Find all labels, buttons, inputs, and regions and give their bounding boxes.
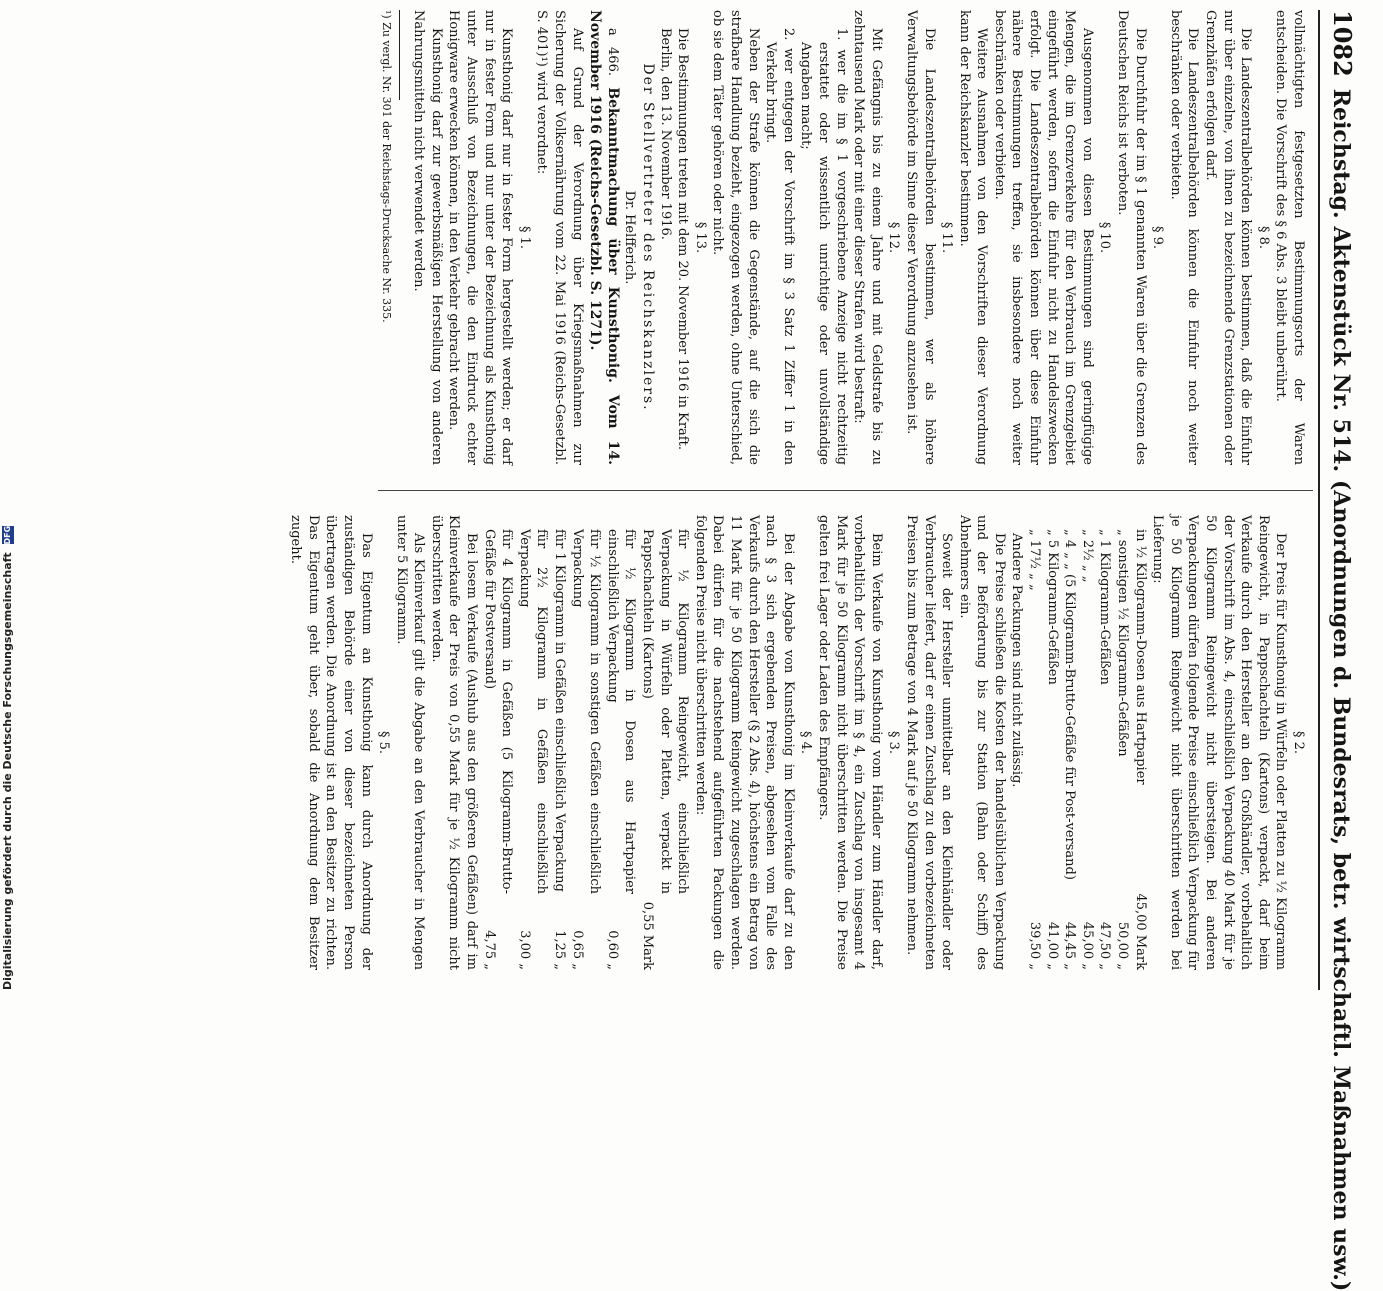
announcement-section-4-paragraph-2: Bei losem Verkaufe (Aushub aus den größeren Gefäßen) darf im Kleinverkaufe der Preis von 0,55 Mark für je ½ Kilogramm nicht überschritten werden. (428, 515, 480, 970)
credit-text: Digitalisierung gefördert durch die Deutsche Forschungsgemeinschaft (1, 552, 14, 990)
section-12-paragraph-1: Mit Gefängnis bis zu einem Jahre und mit Geldstrafe bis zu zehntausend Mark oder mit einer dieser Strafen wird bestraft: (851, 10, 884, 465)
page-title: Reichstag. Aktenstück Nr. 514. (Anordnungen d. Bundesrats, betr. wirtschaftl. Maßnahmen usw.) (1328, 88, 1354, 1291)
announcement-label: a 466. (604, 28, 620, 76)
price-value: 44,45 „ (1062, 921, 1078, 970)
price-item: für 4 Kilogramm in Gefäßen (5 Kilogramm-Brutto-Gefäße für Postversand) (481, 529, 515, 894)
price-value: 0,60 „ (604, 930, 620, 970)
header-divider (1318, 10, 1320, 990)
section-13-paragraph: Die Bestimmungen treten mit dem 20. November 1916 in Kraft. (675, 28, 691, 450)
rotated-page-content (77, 10, 1357, 1291)
announcement-title: Bekanntmachung über Kunsthonig. Vom 14. November 1916 (Reichs-Gesetzbl. S. 1271). (587, 10, 621, 465)
footnote: ¹) Zu vergl. Nr. 301 der Reichstags-Drucksache Nr. 335. (379, 10, 393, 323)
price-item: für ½ Kilogramm Reingewicht, einschließlich Verpackung in Würfeln oder Platten, verpackt in Pappschachteln (Kartons) (640, 529, 691, 894)
list-item: 1. wer die im § 1 vorgeschriebene Anzeige nicht rechtzeitig erstattet oder wissentlich unrichtige oder unvollständige Angaben macht; (798, 28, 849, 465)
footnote-divider (399, 10, 400, 100)
section-8-paragraph-1: Die Landeszentralbehörden können bestimmen, daß die Einfuhr nur über einzelne, von ihnen zu bezeichnende Grenzstationen oder Grenzhäfen erfolgen darf. (1203, 10, 1254, 465)
price-row (1043, 515, 1061, 970)
price-row (1096, 515, 1114, 970)
column-divider (378, 490, 1313, 491)
price-row (1061, 515, 1079, 970)
page-number: 1082 (1328, 10, 1357, 77)
price-row (568, 515, 603, 970)
price-table-wholesale (1026, 515, 1149, 970)
announcement-section-2-paragraph-1: Der Preis für Kunsthonig in Würfeln oder Platten zu ½ Kilogramm Reingewicht, in Pappschachteln (Kartons) verpackt, darf beim Verkaufe durch den Hersteller an den Großhändler, vorbehaltlich der Vorschrift im Abs. 4, einschließlich Verpackung 40 Mark für je 50 Kilogramm Reingewicht nicht übersteigen. Bei anderen Verpackungen dürfen folgende Preise einschließlich Verpackung für je 50 Kilogramm Reingewicht nicht überschritten werden bei Lieferung: (1150, 515, 1289, 970)
announcement-section-4-heading: § 4. (798, 730, 814, 755)
price-row (550, 515, 568, 970)
price-row (1026, 515, 1044, 970)
price-value: 45,00 „ (1079, 921, 1095, 970)
list-item: 2. wer entgegen der Vorschrift im § 3 Satz 1 Ziffer 1 in den Verkehr bringt. (763, 28, 796, 465)
section-10-paragraph-2: Weitere Ausnahmen von den Vorschriften dieser Verordnung kann der Reichskanzler bestimmen. (956, 10, 990, 465)
section-13-heading: § 13. (692, 221, 708, 254)
section-12-heading: § 12. (886, 221, 902, 254)
section-12-list (762, 10, 850, 465)
price-row (515, 515, 550, 970)
price-value: 4,75 „ (481, 930, 497, 970)
price-value: 3,00 „ (516, 930, 532, 970)
price-item: für ½ Kilogramm in Dosen aus Hartpapier einschließlich Verpackung (604, 529, 638, 894)
sidebar-credit (0, 10, 19, 990)
price-value: 0,55 Mark (640, 901, 656, 970)
section-8-paragraph-2: Die Landeszentralbehörden können die Einfuhr noch weiter beschränken oder verbieten. (1167, 10, 1201, 465)
dfg-logo-icon: DFG (3, 525, 12, 545)
announcement-section-4-paragraph-1: Bei der Abgabe von Kunsthonig im Kleinverkaufe darf zu den nach § 3 sich ergebenden Preisen, abgesehen vom Falle des Verkaufs durch den Hersteller (§ 2 Abs. 4), höchstens ein Betrag von 11 Mark für je 50 Kilogramm Reingewicht zugeschlagen werden. Dabei dürfen für die nachstehend aufgeführten Packungen die folgenden Preise nicht überschritten werden: (692, 515, 796, 970)
price-item: für ½ Kilogramm in sonstigen Gefäßen einschließlich Verpackung (569, 529, 603, 894)
section-9-heading: § 9. (1150, 225, 1166, 250)
price-item: „ 4 „ „ (5 Kilogramm-Brutto-Gefäße für Post-versand) (1062, 529, 1078, 880)
price-item: für 2½ Kilogramm in Gefäßen einschließlich Verpackung (516, 529, 550, 894)
section-8-heading: § 8. (1255, 225, 1271, 250)
intro-paragraph: vollmächtigten festgesetzten Bestimmungsorts der Waren entscheiden. Die Vorschrift des § 6 Abs. 3 bleibt unberührt. (1273, 10, 1306, 465)
price-item: „ 1 Kilogramm-Gefäßen (1097, 529, 1113, 685)
price-value: 39,50 „ (1027, 921, 1043, 970)
announcement-section-5-heading: § 5. (376, 730, 392, 755)
announcement-section-3-paragraph: Beim Verkaufe von Kunsthonig vom Händler zum Händler darf, vorbehaltlich der Vorschrift im § 4, ein Zuschlag von insgesamt 4 Mark für je 50 Kilogramm nicht überschritten werden. Die Preise gelten frei Lager oder Laden des Empfängers. (815, 515, 884, 970)
price-item: „ 2½ „ „ (1079, 529, 1095, 583)
price-row (480, 515, 515, 970)
price-row (638, 515, 691, 970)
price-table-retail (480, 515, 691, 970)
price-row (603, 515, 638, 970)
announcement-section-3-heading: § 3. (886, 730, 902, 755)
price-row (1078, 515, 1096, 970)
price-item: „ 17½ „ „ (1027, 529, 1043, 591)
section-10-paragraph-1: Ausgenommen von diesen Bestimmungen sind geringfügige Mengen, die im Grenzverkehre für den Verbrauch im Grenzgebiet eingeführt werden, sofern die Einfuhr nicht zu Handelszwecken erfolgt. Die Landeszentralbehörden können über diese Einfuhr nähere Bestimmungen treffen, sie insbesondere noch weiter beschränken oder verbieten. (991, 10, 1095, 465)
announcement-section-2-paragraph-2: Andere Packungen sind nicht zulässig. (1009, 533, 1025, 788)
price-value: 50,00 „ (1115, 921, 1131, 970)
page-header (1327, 10, 1357, 1291)
right-column (287, 515, 1307, 970)
announcement-section-1-paragraph-1: Kunsthonig darf nur in fester Form hergestellt werden; er darf nur in fester Form und nur unter der Bezeichnung als Kunsthonig unter Ausschluß von Bezeichnungen, die den Eindruck echter Honigware erwecken können, in den Verkehr gebracht werden. (446, 10, 515, 465)
price-value: 0,65 „ (569, 930, 585, 970)
announcement-section-4-paragraph-3: Als Kleinverkauf gilt die Abgabe an den Verbraucher in Mengen unter 5 Kilogramm. (393, 515, 427, 970)
price-value: 41,00 „ (1044, 921, 1060, 970)
price-row (1113, 515, 1131, 970)
price-value: 45,00 Mark (1132, 893, 1148, 970)
place-date: Berlin, den 13. November 1916. (657, 28, 673, 240)
section-9-paragraph: Die Durchfuhr der im § 1 genannten Waren über die Grenzen des Deutschen Reichs ist verboten. (1115, 10, 1148, 465)
announcement-section-2-paragraph-4: Soweit der Hersteller unmittelbar an den Kleinhändler oder Verbraucher liefert, darf er einen Zuschlag zu den vorbezeichneten Preisen bis zum Betrage von 4 Mark auf je 50 Kilogramm nehmen. (903, 515, 955, 970)
section-10-heading: § 10. (1097, 221, 1113, 254)
announcement-section-2-heading: § 2. (1291, 730, 1306, 755)
signatory-title: Der Stellvertreter des Reichskanzlers. (640, 63, 657, 412)
section-12-paragraph-2: Neben der Strafe können die Gegenstände, auf die sich die strafbare Handlung bezieht, eingezogen werden, ohne Unterschied, ob sie dem Täter gehören oder nicht. (710, 10, 761, 465)
price-value: 1,25 „ (552, 930, 568, 970)
section-11-heading: § 11. (939, 221, 955, 254)
price-item: „ 5 Kilogramm-Gefäßen (1044, 529, 1060, 685)
price-value: 47,50 „ (1097, 921, 1113, 970)
price-item: „ sonstigen ½ Kilogramm-Gefäßen (1115, 529, 1131, 757)
announcement-section-1-paragraph-2: Kunsthonig darf zur gewerbsmäßigen Herstellung von anderen Nahrungsmitteln nicht verwendet werden. (411, 10, 444, 465)
section-11-paragraph: Die Landeszentralbehörden bestimmen, wer als höhere Verwaltungsbehörde im Sinne dieser Verordnung anzusehen ist. (903, 10, 937, 465)
price-item: für 1 Kilogramm in Gefäßen einschließlich Verpackung (552, 529, 568, 892)
left-column (377, 10, 1307, 465)
price-item: in ½ Kilogramm-Dosen aus Hartpapier (1132, 529, 1148, 785)
announcement-section-5-paragraph: Das Eigentum an Kunsthonig kann durch Anordnung der zuständigen Behörde einer von dieser bezeichneten Person übertragen werden. Die Anordnung ist an den Besitzer zu richten. Das Eigentum geht über, sobald die Anordnung dem Besitzer zugeht. (288, 515, 374, 970)
announcement-section-2-paragraph-3: Die Preise schließen die Kosten der handelsüblichen Verpackung und der Beförderung bis zur Station (Bahn oder Schiff) des Abnehmers ein. (956, 515, 1007, 970)
signatory-name: Dr. Helfferich. (622, 190, 638, 285)
price-row (1131, 515, 1149, 970)
announcement-heading (586, 10, 621, 465)
announcement-intro: Auf Grund der Verordnung über Kriegsmaßnahmen zur Sicherung der Volksernährung vom 22. Mai 1916 (Reichs-Gesetzbl. S. 401)¹) wird verordnet: (534, 10, 585, 465)
announcement-section-1-heading: § 1. (516, 225, 532, 250)
